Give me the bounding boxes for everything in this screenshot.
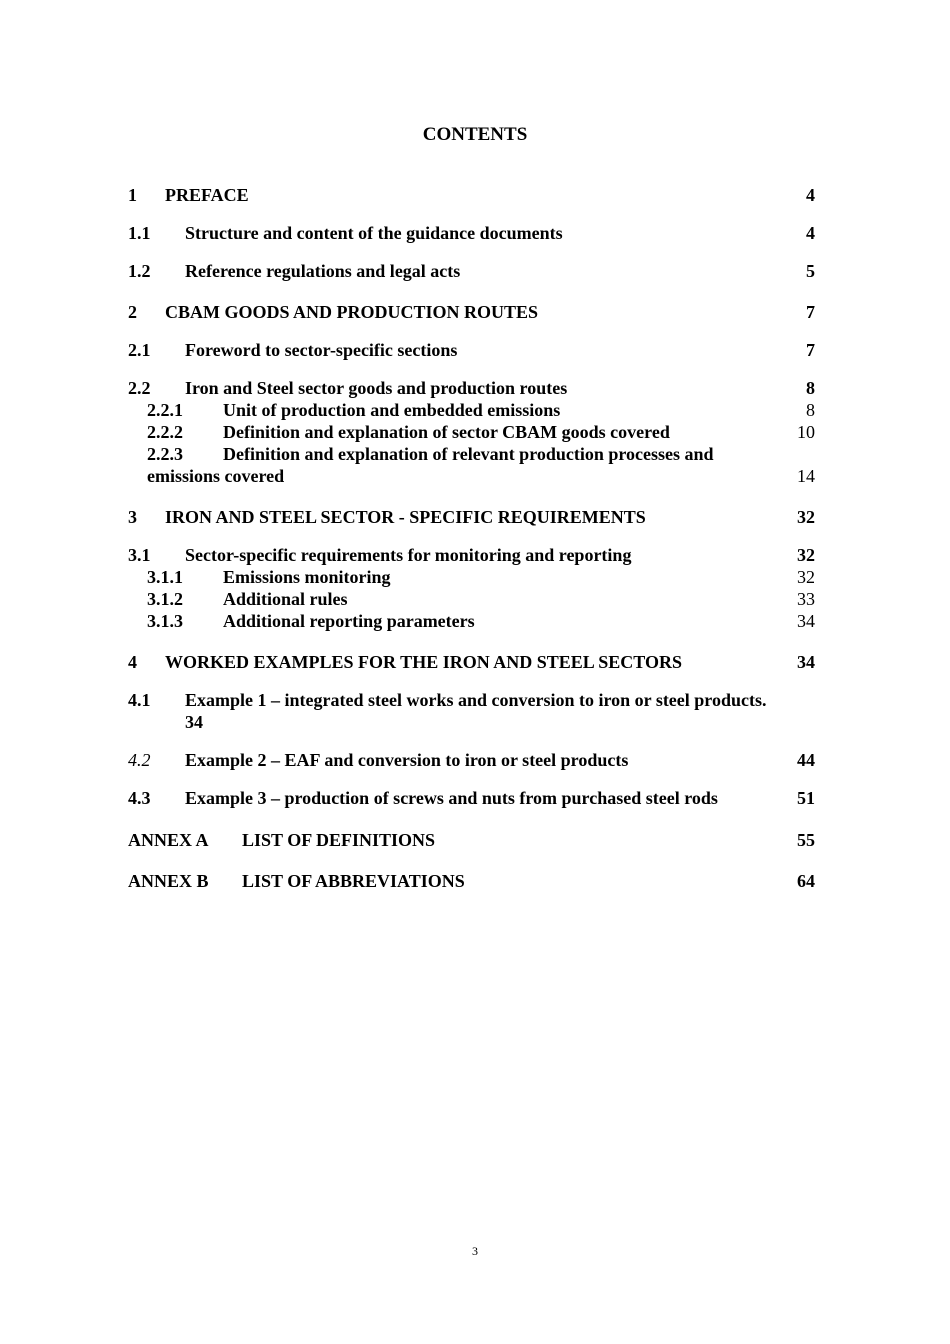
toc-entry-page: 33 xyxy=(797,589,815,609)
toc-entry-page: 4 xyxy=(806,185,815,205)
toc-entry-number: 4 xyxy=(128,652,137,672)
toc-entry-page: 7 xyxy=(806,302,815,322)
toc-entry-page: 64 xyxy=(797,871,815,891)
toc-entry-2-2-3[interactable] xyxy=(147,443,815,487)
toc-heading: CONTENTS xyxy=(422,124,528,145)
toc-entry-page: 8 xyxy=(806,378,815,398)
toc-entry-page: 34 xyxy=(185,712,203,732)
toc-entry-page: 34 xyxy=(797,652,815,672)
toc-entry-page: 10 xyxy=(797,422,815,442)
toc-entry-page: 7 xyxy=(806,340,815,360)
toc-entry-4-1[interactable] xyxy=(128,689,815,733)
toc-entry-title: Emissions monitoring xyxy=(223,567,391,587)
toc-entry-number: 2.2.3 xyxy=(147,444,183,464)
toc-entry-number: ANNEX B xyxy=(128,871,209,891)
toc-entry-title-continuation: emissions covered xyxy=(147,466,285,486)
page-number: 3 xyxy=(472,1244,478,1258)
toc-entry-title: Iron and Steel sector goods and production routes xyxy=(185,378,568,398)
toc-entry-title: LIST OF ABBREVIATIONS xyxy=(242,871,465,891)
toc-entry-number: 3.1.1 xyxy=(147,567,183,587)
toc-entry-page: 4 xyxy=(806,223,815,243)
toc-entry-title: Example 1 – integrated steel works and conversion to iron or steel products. xyxy=(185,690,767,710)
toc-entry-title: CBAM GOODS AND PRODUCTION ROUTES xyxy=(165,302,539,322)
toc-entry-number: 4.2 xyxy=(128,750,151,770)
toc-entry-number: 3.1 xyxy=(128,545,151,565)
toc-entry-title: Unit of production and embedded emissions xyxy=(223,400,561,420)
toc-entry-number: 1.2 xyxy=(128,261,151,281)
toc-entry-title: Definition and explanation of relevant production processes and xyxy=(223,444,714,464)
toc-entry-page: 5 xyxy=(806,261,815,281)
toc-entry-title: IRON AND STEEL SECTOR - SPECIFIC REQUIREMENTS xyxy=(165,507,646,527)
toc-entry-title: Additional rules xyxy=(223,589,348,609)
toc-entry-title: Structure and content of the guidance documents xyxy=(185,223,563,243)
toc-entry-page: 44 xyxy=(797,750,815,770)
toc-entry-title: Sector-specific requirements for monitoring and reporting xyxy=(185,545,632,565)
toc-entry-number: ANNEX A xyxy=(128,830,209,850)
toc-entry-number: 2.2 xyxy=(128,378,151,398)
toc-entry-page: 32 xyxy=(797,567,815,587)
toc-entry-title: LIST OF DEFINITIONS xyxy=(242,830,436,850)
toc-entry-page: 34 xyxy=(797,611,815,631)
toc-entry-number: 2 xyxy=(128,302,137,322)
toc-entry-title: Additional reporting parameters xyxy=(223,611,475,631)
toc-entry-page: 8 xyxy=(806,400,815,420)
toc-entry-page: 32 xyxy=(797,507,815,527)
toc-entry-title: Example 2 – EAF and conversion to iron or steel products xyxy=(185,750,629,770)
toc-entry-title: Example 3 – production of screws and nuts from purchased steel rods xyxy=(185,788,718,808)
toc-entry-number: 1.1 xyxy=(128,223,151,243)
toc-entry-number: 2.1 xyxy=(128,340,151,360)
toc-entry-number: 1 xyxy=(128,185,137,205)
toc-entry-title: Reference regulations and legal acts xyxy=(185,261,461,281)
toc-entry-number: 3.1.3 xyxy=(147,611,183,631)
toc-entry-page: 55 xyxy=(797,830,815,850)
toc-entry-page: 32 xyxy=(797,545,815,565)
toc-entry-number: 3 xyxy=(128,507,137,527)
toc-entry-number: 2.2.2 xyxy=(147,422,183,442)
toc-entry-number: 2.2.1 xyxy=(147,400,183,420)
toc-entry-number: 4.3 xyxy=(128,788,151,808)
toc-entry-number: 3.1.2 xyxy=(147,589,183,609)
toc-entry-number: 4.1 xyxy=(128,690,151,710)
toc-entry-title: Definition and explanation of sector CBAM goods covered xyxy=(223,422,670,442)
toc-entry-page: 14 xyxy=(797,466,815,486)
toc-entry-page: 51 xyxy=(797,788,815,808)
toc-entry-title: Foreword to sector-specific sections xyxy=(185,340,458,360)
toc-entry-title: PREFACE xyxy=(165,185,249,205)
toc-entry-title: WORKED EXAMPLES FOR THE IRON AND STEEL SECTORS xyxy=(165,652,682,672)
